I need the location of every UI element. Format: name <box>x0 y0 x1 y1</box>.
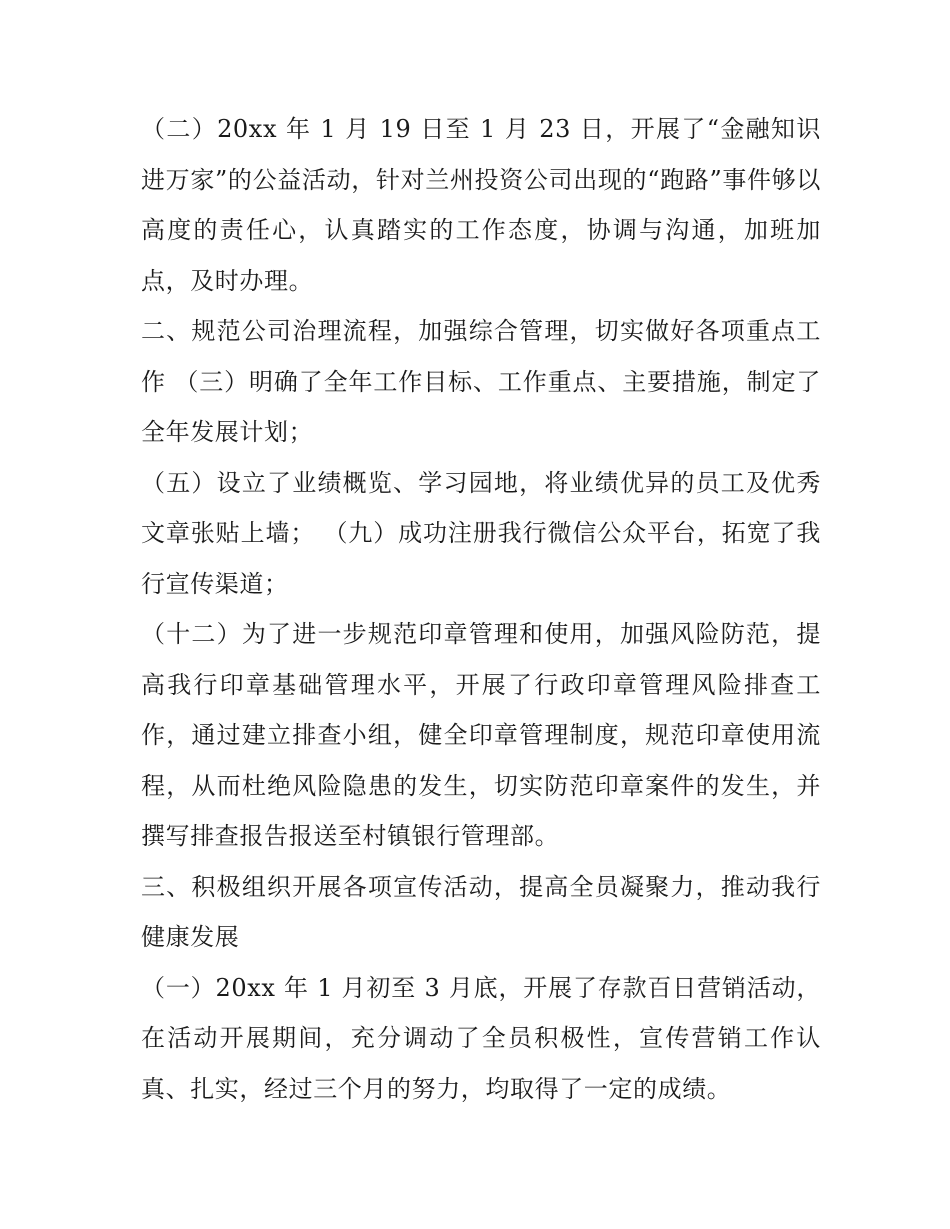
section-heading-publicity: 三、积极组织开展各项宣传活动，提高全员凝聚力，推动我行健康发展 <box>141 872 821 951</box>
paragraph-governance-section: 二、规范公司治理流程，加强综合管理，切实做好各项重点工作 （三）明确了全年工作目标、工作重点、主要措施，制定了全年发展计划； <box>141 317 821 446</box>
paragraph-performance-board: （五）设立了业绩概览、学习园地，将业绩优异的员工及优秀文章张贴上墙； （九）成功注册我行微信公众平台，拓宽了我行宣传渠道； <box>141 468 821 598</box>
document-body <box>141 104 821 1114</box>
paragraph-deposit-campaign: （一）20xx 年 1 月初至 3 月底，开展了存款百日营销活动，在活动开展期间，充分调动了全员积极性，宣传营销工作认真、扎实，经过三个月的努力，均取得了一定的成绩。 <box>141 973 821 1103</box>
paragraph-financial-knowledge-event: （二）20xx 年 1 月 19 日至 1 月 23 日，开展了“金融知识进万家”的公益活动，针对兰州投资公司出现的“跑路”事件够以高度的责任心，认真踏实的工作态度，协调与沟通，加班加点，及时办理。 <box>141 115 821 295</box>
paragraph-seal-management: （十二）为了进一步规范印章管理和使用，加强风险防范，提高我行印章基础管理水平，开展了行政印章管理风险排查工作，通过建立排查小组，健全印章管理制度，规范印章使用流程，从而杜绝风险隐患的发生，切实防范印章案件的发生，并撰写排查报告报送至村镇银行管理部。 <box>141 620 821 850</box>
